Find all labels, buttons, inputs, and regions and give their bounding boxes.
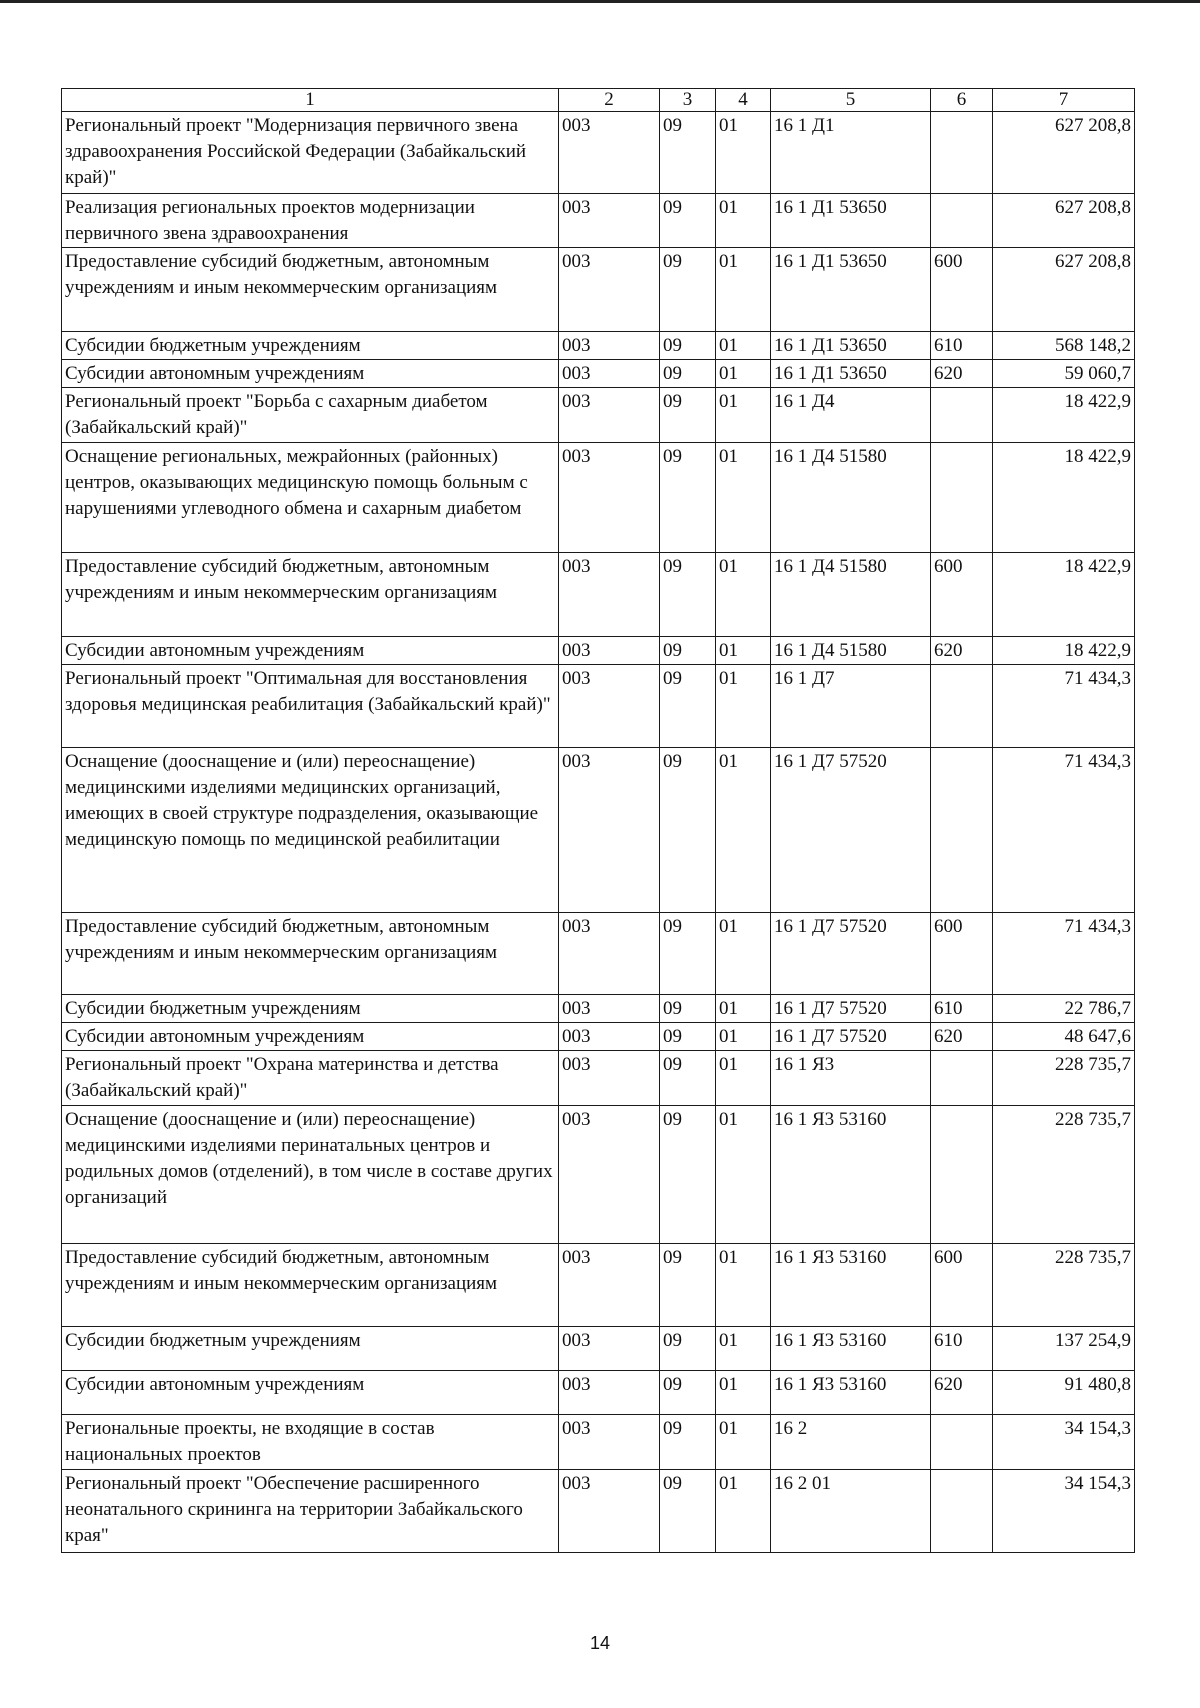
row-amount: 48 647,6 (993, 1023, 1135, 1051)
row-name: Субсидии автономным учреждениям (62, 360, 559, 388)
row-target-article: 16 1 Д1 53650 (771, 360, 931, 388)
row-name: Субсидии бюджетным учреждениям (62, 1327, 559, 1371)
row-subsection-code: 01 (716, 1106, 771, 1244)
row-target-article: 16 1 Я3 (771, 1051, 931, 1106)
row-amount: 627 208,8 (993, 248, 1135, 332)
row-section-code: 09 (660, 637, 716, 665)
row-section-code: 09 (660, 443, 716, 553)
row-ministry-code: 003 (559, 332, 660, 360)
table-row (62, 1023, 1135, 1051)
row-amount: 627 208,8 (993, 112, 1135, 194)
row-ministry-code: 003 (559, 1327, 660, 1371)
row-section-code: 09 (660, 913, 716, 995)
row-subsection-code: 01 (716, 388, 771, 443)
row-expense-type (931, 388, 993, 443)
row-amount: 59 060,7 (993, 360, 1135, 388)
row-subsection-code: 01 (716, 332, 771, 360)
row-name: Субсидии бюджетным учреждениям (62, 332, 559, 360)
header-cell-5: 5 (771, 89, 931, 112)
row-subsection-code: 01 (716, 748, 771, 913)
row-name: Предоставление субсидий бюджетным, автономным учреждениям и иным некоммерческим организациям (62, 913, 559, 995)
row-ministry-code: 003 (559, 1023, 660, 1051)
row-amount: 34 154,3 (993, 1415, 1135, 1470)
row-name: Оснащение (дооснащение и (или) переоснащение) медицинскими изделиями медицинских организаций, имеющих в своей структуре подразделения, оказывающие медицинскую помощь по медицинской реабилитации (62, 748, 559, 913)
row-target-article: 16 2 01 (771, 1470, 931, 1553)
row-section-code: 09 (660, 388, 716, 443)
row-name: Региональный проект "Борьба с сахарным диабетом (Забайкальский край)" (62, 388, 559, 443)
header-cell-3: 3 (660, 89, 716, 112)
table-row (62, 1106, 1135, 1244)
header-row (62, 89, 1135, 112)
table-row (62, 748, 1135, 913)
row-section-code: 09 (660, 1415, 716, 1470)
row-ministry-code: 003 (559, 637, 660, 665)
row-ministry-code: 003 (559, 194, 660, 248)
table-row (62, 553, 1135, 637)
row-expense-type: 600 (931, 248, 993, 332)
row-amount: 228 735,7 (993, 1106, 1135, 1244)
row-name: Региональный проект "Обеспечение расширенного неонатального скрининга на территории Забайкальского края" (62, 1470, 559, 1553)
row-section-code: 09 (660, 112, 716, 194)
row-section-code: 09 (660, 1371, 716, 1415)
row-subsection-code: 01 (716, 553, 771, 637)
row-subsection-code: 01 (716, 248, 771, 332)
row-expense-type (931, 748, 993, 913)
table-body (62, 112, 1135, 1553)
row-target-article: 16 1 Д4 51580 (771, 637, 931, 665)
row-target-article: 16 1 Д1 (771, 112, 931, 194)
row-name: Оснащение региональных, межрайонных (районных) центров, оказывающих медицинскую помощь больным с нарушениями углеводного обмена и сахарным диабетом (62, 443, 559, 553)
row-subsection-code: 01 (716, 1051, 771, 1106)
table-row (62, 1244, 1135, 1327)
row-expense-type (931, 665, 993, 748)
row-expense-type: 600 (931, 913, 993, 995)
row-subsection-code: 01 (716, 1023, 771, 1051)
row-subsection-code: 01 (716, 1415, 771, 1470)
table-row (62, 665, 1135, 748)
row-expense-type (931, 443, 993, 553)
row-ministry-code: 003 (559, 748, 660, 913)
row-target-article: 16 2 (771, 1415, 931, 1470)
table-row (62, 995, 1135, 1023)
row-target-article: 16 1 Д1 53650 (771, 332, 931, 360)
row-expense-type: 620 (931, 637, 993, 665)
table-row (62, 1470, 1135, 1553)
row-expense-type: 610 (931, 1327, 993, 1371)
row-subsection-code: 01 (716, 1371, 771, 1415)
row-target-article: 16 1 Д1 53650 (771, 248, 931, 332)
row-section-code: 09 (660, 1244, 716, 1327)
row-target-article: 16 1 Д7 (771, 665, 931, 748)
row-expense-type: 600 (931, 553, 993, 637)
row-target-article: 16 1 Д4 (771, 388, 931, 443)
table-row (62, 248, 1135, 332)
row-expense-type (931, 112, 993, 194)
row-name: Региональный проект "Модернизация первичного звена здравоохранения Российской Федерации (Забайкальский край)" (62, 112, 559, 194)
row-section-code: 09 (660, 248, 716, 332)
table-row (62, 1415, 1135, 1470)
row-ministry-code: 003 (559, 665, 660, 748)
row-ministry-code: 003 (559, 913, 660, 995)
row-expense-type (931, 1106, 993, 1244)
row-expense-type (931, 1470, 993, 1553)
row-subsection-code: 01 (716, 637, 771, 665)
row-name: Региональный проект "Охрана материнства и детства (Забайкальский край)" (62, 1051, 559, 1106)
row-target-article: 16 1 Д4 51580 (771, 553, 931, 637)
row-name: Региональные проекты, не входящие в состав национальных проектов (62, 1415, 559, 1470)
row-name: Предоставление субсидий бюджетным, автономным учреждениям и иным некоммерческим организациям (62, 553, 559, 637)
row-subsection-code: 01 (716, 112, 771, 194)
row-ministry-code: 003 (559, 553, 660, 637)
row-subsection-code: 01 (716, 913, 771, 995)
table-row (62, 1371, 1135, 1415)
row-ministry-code: 003 (559, 1415, 660, 1470)
row-expense-type (931, 1415, 993, 1470)
table-row (62, 332, 1135, 360)
row-section-code: 09 (660, 360, 716, 388)
page-number: 14 (589, 1633, 611, 1653)
row-subsection-code: 01 (716, 995, 771, 1023)
row-target-article: 16 1 Д7 57520 (771, 995, 931, 1023)
row-section-code: 09 (660, 1470, 716, 1553)
row-amount: 627 208,8 (993, 194, 1135, 248)
row-subsection-code: 01 (716, 665, 771, 748)
row-section-code: 09 (660, 995, 716, 1023)
row-name: Субсидии автономным учреждениям (62, 1371, 559, 1415)
row-amount: 568 148,2 (993, 332, 1135, 360)
row-target-article: 16 1 Д7 57520 (771, 1023, 931, 1051)
row-ministry-code: 003 (559, 248, 660, 332)
row-subsection-code: 01 (716, 1244, 771, 1327)
row-name: Субсидии автономным учреждениям (62, 1023, 559, 1051)
row-amount: 22 786,7 (993, 995, 1135, 1023)
row-amount: 18 422,9 (993, 637, 1135, 665)
row-expense-type: 610 (931, 332, 993, 360)
row-name: Предоставление субсидий бюджетным, автономным учреждениям и иным некоммерческим организациям (62, 1244, 559, 1327)
row-amount: 18 422,9 (993, 388, 1135, 443)
table-header (62, 89, 1135, 112)
row-ministry-code: 003 (559, 360, 660, 388)
row-expense-type: 620 (931, 360, 993, 388)
row-amount: 71 434,3 (993, 748, 1135, 913)
row-target-article: 16 1 Я3 53160 (771, 1327, 931, 1371)
row-name: Субсидии бюджетным учреждениям (62, 995, 559, 1023)
table-row (62, 1051, 1135, 1106)
row-ministry-code: 003 (559, 995, 660, 1023)
row-section-code: 09 (660, 748, 716, 913)
row-name: Оснащение (дооснащение и (или) переоснащение) медицинскими изделиями перинатальных центров и родильных домов (отделений), в том числе в составе других организаций (62, 1106, 559, 1244)
row-section-code: 09 (660, 1023, 716, 1051)
row-target-article: 16 1 Я3 53160 (771, 1371, 931, 1415)
row-expense-type: 620 (931, 1371, 993, 1415)
row-amount: 91 480,8 (993, 1371, 1135, 1415)
row-amount: 71 434,3 (993, 665, 1135, 748)
row-ministry-code: 003 (559, 1051, 660, 1106)
row-target-article: 16 1 Д1 53650 (771, 194, 931, 248)
row-expense-type: 610 (931, 995, 993, 1023)
header-cell-7: 7 (993, 89, 1135, 112)
row-target-article: 16 1 Я3 53160 (771, 1244, 931, 1327)
table-row (62, 112, 1135, 194)
row-amount: 18 422,9 (993, 553, 1135, 637)
row-target-article: 16 1 Д4 51580 (771, 443, 931, 553)
top-border-line (0, 0, 1200, 3)
row-ministry-code: 003 (559, 1470, 660, 1553)
row-section-code: 09 (660, 665, 716, 748)
header-cell-6: 6 (931, 89, 993, 112)
row-amount: 71 434,3 (993, 913, 1135, 995)
row-name: Предоставление субсидий бюджетным, автономным учреждениям и иным некоммерческим организациям (62, 248, 559, 332)
row-expense-type (931, 194, 993, 248)
row-ministry-code: 003 (559, 112, 660, 194)
row-amount: 18 422,9 (993, 443, 1135, 553)
row-amount: 34 154,3 (993, 1470, 1135, 1553)
row-subsection-code: 01 (716, 1470, 771, 1553)
row-target-article: 16 1 Д7 57520 (771, 913, 931, 995)
header-cell-2: 2 (559, 89, 660, 112)
row-ministry-code: 003 (559, 1106, 660, 1244)
row-subsection-code: 01 (716, 194, 771, 248)
row-expense-type: 600 (931, 1244, 993, 1327)
row-name: Субсидии автономным учреждениям (62, 637, 559, 665)
row-subsection-code: 01 (716, 443, 771, 553)
row-ministry-code: 003 (559, 1244, 660, 1327)
row-target-article: 16 1 Д7 57520 (771, 748, 931, 913)
row-ministry-code: 003 (559, 1371, 660, 1415)
table-row (62, 443, 1135, 553)
row-section-code: 09 (660, 194, 716, 248)
header-cell-1: 1 (62, 89, 559, 112)
row-amount: 228 735,7 (993, 1051, 1135, 1106)
row-section-code: 09 (660, 332, 716, 360)
row-section-code: 09 (660, 553, 716, 637)
row-ministry-code: 003 (559, 443, 660, 553)
table-row (62, 913, 1135, 995)
row-target-article: 16 1 Я3 53160 (771, 1106, 931, 1244)
table-row (62, 194, 1135, 248)
table-row (62, 1327, 1135, 1371)
row-subsection-code: 01 (716, 1327, 771, 1371)
row-section-code: 09 (660, 1327, 716, 1371)
header-cell-4: 4 (716, 89, 771, 112)
row-name: Реализация региональных проектов модернизации первичного звена здравоохранения (62, 194, 559, 248)
row-name: Региональный проект "Оптимальная для восстановления здоровья медицинская реабилитация (Забайкальский край)" (62, 665, 559, 748)
table-row (62, 637, 1135, 665)
row-amount: 137 254,9 (993, 1327, 1135, 1371)
row-section-code: 09 (660, 1106, 716, 1244)
budget-table (61, 88, 1135, 1553)
row-expense-type: 620 (931, 1023, 993, 1051)
row-subsection-code: 01 (716, 360, 771, 388)
row-ministry-code: 003 (559, 388, 660, 443)
row-section-code: 09 (660, 1051, 716, 1106)
row-expense-type (931, 1051, 993, 1106)
table-row (62, 360, 1135, 388)
table-row (62, 388, 1135, 443)
row-amount: 228 735,7 (993, 1244, 1135, 1327)
